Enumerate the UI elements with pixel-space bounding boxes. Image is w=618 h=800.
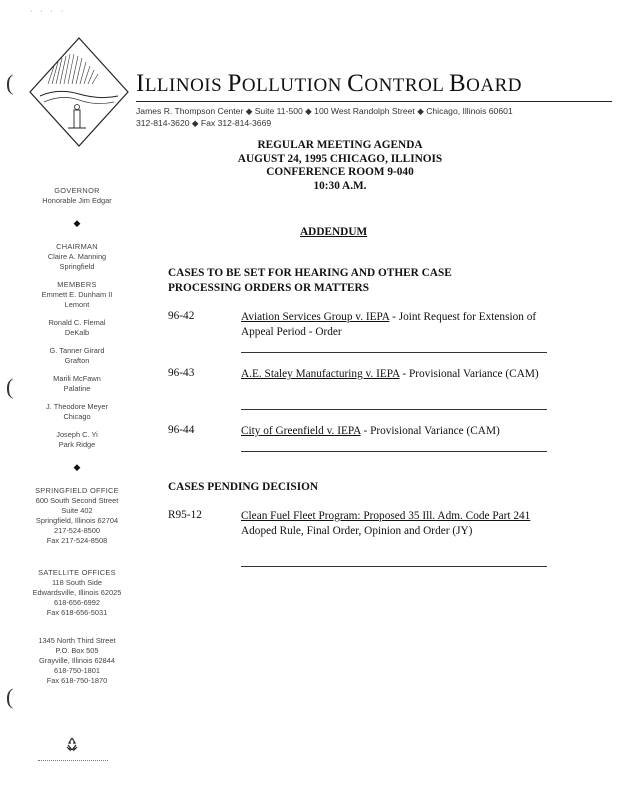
agenda-title: REGULAR MEETING AGENDA [257,139,423,151]
diamond-divider-icon: ◆ [73,218,81,228]
satellite-line: 618-750-1801 [53,666,101,675]
springfield-line: 600 South Second Street [35,496,119,505]
phone-line: 312-814-3620 ◆ Fax 312-814-3669 [136,118,272,128]
scan-bracket: ( [6,70,14,95]
case-divider [241,409,547,410]
member-name: G. Tanner Girard [49,346,105,355]
agenda-time: 10:30 A.M. [313,179,367,192]
recycle-icon [64,736,80,752]
springfield-office-title: SPRINGFIELD OFFICE [35,486,119,495]
sidebar [0,186,154,686]
scan-bracket: ( [6,374,14,399]
satellite-line: Fax 618-656-5031 [46,608,108,617]
case-entry [241,310,551,339]
case-number: 96-44 [168,424,195,436]
section-title-line: CASES TO BE SET FOR HEARING AND OTHER CASE [168,267,452,279]
case-description: Adoped Rule, Final Order, Opinion and Order (JY) [241,524,473,537]
section-title-line: PROCESSING ORDERS OR MATTERS [168,282,369,294]
section-title-hearing [168,266,568,296]
chairman-name: Claire A. Manning [47,252,107,261]
springfield-line: Suite 402 [61,506,93,515]
case-divider [241,352,547,353]
board-logo-icon [28,36,130,148]
satellite-line: 118 South Side [52,578,102,587]
member-city: Grafton [64,356,90,365]
footer-dots [38,760,108,763]
address-line: James R. Thompson Center ◆ Suite 11-500 ◆ 100 West Randolph Street ◆ Chicago, Illinois 60601 [136,106,513,116]
section-title-pending: CASES PENDING DECISION [168,481,319,493]
case-entry [241,367,551,382]
scan-marks: · · · · [30,8,67,15]
board-name: ILLINOIS POLLUTION CONTROL BOARD [136,70,522,97]
diamond-divider-icon: ◆ [73,462,81,472]
case-number: R95-12 [168,509,202,521]
governor-name: Honorable Jim Edgar [42,196,112,205]
case-description: - Provisional Variance (CAM) [399,368,539,380]
springfield-line: Springfield, Illinois 62704 [35,516,119,525]
case-caption: A.E. Staley Manufacturing v. IEPA [241,368,400,380]
satellite-line: Fax 618-750-1870 [46,676,108,685]
satellite-line: P.O. Box 505 [55,646,99,655]
case-number: 96-43 [168,367,195,379]
satellite-line: Grayville, Illinois 62844 [39,656,115,665]
agenda-date-location: AUGUST 24, 1995 CHICAGO, ILLINOIS [237,152,443,165]
member-city: DeKalb [64,328,90,337]
springfield-line: Fax 217-524-8508 [46,536,108,545]
member-city: Palatine [63,384,91,393]
agenda-room: CONFERENCE ROOM 9-040 [266,166,414,179]
chairman-city: Springfield [59,262,95,271]
case-number: 96-42 [168,310,195,322]
chairman-title: CHAIRMAN [56,242,98,251]
member-city: Chicago [63,412,91,421]
agenda-heading [160,139,520,193]
members-title: MEMBERS [57,280,97,289]
satellite-offices-title: SATELLITE OFFICES [38,568,116,577]
governor-title: GOVERNOR [54,186,100,195]
case-divider [241,566,547,567]
satellite-line: 1345 North Third Street [38,636,116,645]
springfield-line: 217-524-8500 [53,526,101,535]
case-description: - Provisional Variance (CAM) [360,425,500,437]
member-name: J. Theodore Meyer [46,402,108,411]
case-caption: Clean Fuel Fleet Program: Proposed 35 Ill. Adm. Code Part 241 [241,510,531,522]
scan-bracket: ( [6,684,14,709]
satellite-line: Edwardsville, Illinois 62025 [32,588,122,597]
member-name: Ronald C. Flemal [48,318,106,327]
case-caption: Aviation Services Group v. IEPA [241,311,390,323]
case-divider [241,451,547,452]
member-name: Emmett E. Dunham II [41,290,113,299]
member-name: Joseph C. Yi [56,430,98,439]
member-city: Park Ridge [58,440,96,449]
addendum-heading: ADDENDUM [300,226,368,238]
satellite-line: 618-656-6992 [53,598,101,607]
case-entry [241,509,541,538]
case-description: - Joint Request for Extension of Appeal Period - Order [241,311,537,338]
member-city: Lemont [64,300,90,309]
member-name: Marili McFawn [53,374,101,383]
letterhead-rule [136,101,612,102]
case-caption: City of Greenfield v. IEPA [241,425,361,437]
case-entry [241,424,551,439]
